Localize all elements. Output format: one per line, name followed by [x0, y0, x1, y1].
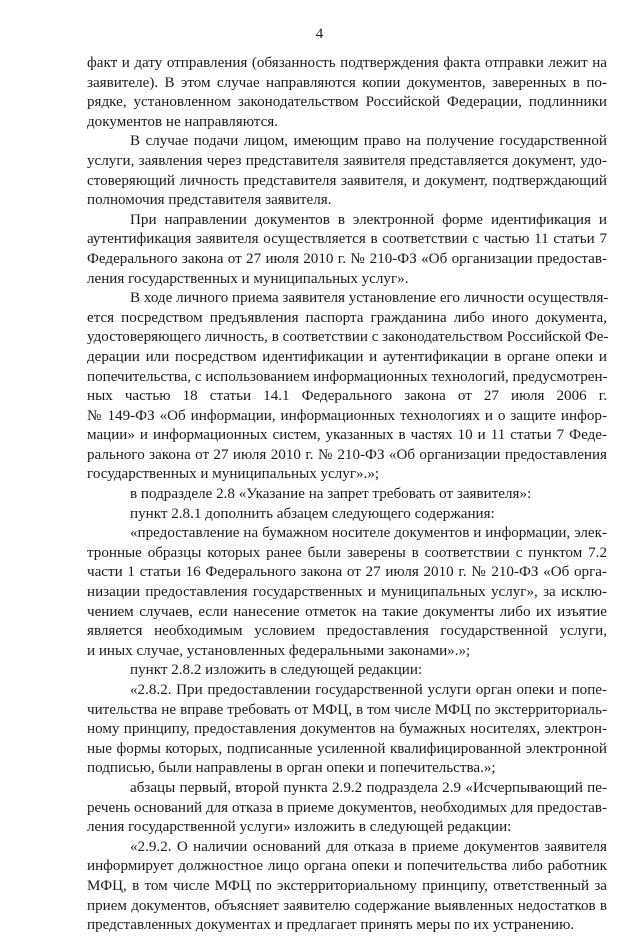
paragraph — [87, 132, 607, 210]
paragraph — [87, 838, 607, 936]
paragraph — [87, 211, 607, 289]
text-line: ется посредством предъявления паспорта гражданина либо иного документа, — [87, 309, 607, 326]
text-line: речень оснований для отказа в приеме документов, необходимых для предостав- — [87, 799, 607, 816]
text-line: документов не направляются. — [87, 113, 278, 130]
text-line: аутентификация заявителя осуществляется в соответствии с частью 11 статьи 7 — [87, 231, 607, 248]
text-line: государственных и муниципальных услуг».»; — [87, 466, 380, 483]
text-line: рядке, установленном законодательством Российской Федерации, подлинники — [87, 94, 607, 111]
text-line: информирует должностное лицо органа опеки и попечительства либо работник — [87, 858, 607, 875]
text-line: пункт 2.8.1 дополнить абзацем следующего содержания: — [130, 505, 495, 522]
text-line: В ходе личного приема заявителя установление его личности осуществля- — [130, 290, 609, 307]
text-line: попечительства, с использованием информационных технологий, предусмотрен- — [87, 368, 608, 385]
text-line: ных частью 18 статьи 14.1 Федерального закона от 27 июля 2006 г. — [87, 388, 607, 405]
text-line: в подразделе 2.8 «Указание на запрет требовать от заявителя»: — [130, 486, 532, 503]
paragraph — [87, 779, 607, 838]
text-line: прием документов, объясняет заявителю содержание выявленных недостатков в — [87, 897, 607, 914]
text-line: ному принципу, предоставления документов на бумажных носителях, электрон- — [87, 721, 607, 738]
text-line: является необходимым условием предоставления государственной услуги, — [87, 623, 607, 640]
text-line: стоверяющий личность представителя заявителя, и документ, подтверждающий — [87, 172, 607, 189]
paragraph — [87, 681, 607, 779]
text-line: «2.9.2. О наличии оснований для отказа в приеме документов заявителя — [130, 838, 607, 855]
text-line: ные формы которых, подписанные усиленной квалифицированной электронной — [87, 740, 607, 757]
paragraph — [87, 485, 607, 505]
paragraph — [87, 505, 607, 525]
text-line: подписью, были направлены в орган опеки и попечительства.»; — [87, 760, 496, 777]
text-line: Федерального закона от 27 июля 2010 г. № 210-ФЗ «Об организации предостав- — [87, 250, 607, 267]
text-line: ления государственной услуги» изложить в следующей редакции: — [87, 819, 512, 836]
text-line: «предоставление на бумажном носителе документов и информации, элек- — [130, 525, 607, 542]
text-line: заявителе). В этом случае направляются копии документов, заверенных в по- — [87, 74, 607, 91]
text-line: удостоверяющего личность, в соответствии с законодательством Российской Фе- — [87, 329, 609, 346]
text-line: части 1 статьи 16 Федерального закона от 27 июля 2010 г. № 210-ФЗ «Об орга- — [87, 564, 607, 581]
text-line: МФЦ, в том числе МФЦ по экстерриториальному принципу, ответственный за — [87, 877, 607, 894]
text-line: При направлении документов в электронной форме идентификация и — [130, 211, 607, 228]
text-line: «2.8.2. При предоставлении государственной услуги орган опеки и попе- — [130, 682, 607, 698]
text-line: дерации или посредством идентификации и аутентификации в органе опеки и — [87, 348, 607, 365]
text-line: факт и дату отправления (обязанность подтверждения факта отправки лежит на — [87, 55, 607, 71]
text-line: низации предоставления государственных и муниципальных услуг», за исклю- — [87, 584, 607, 601]
text-line: тронные образцы которых ранее были заверены в соответствии с пунктом 7.2 — [87, 544, 607, 561]
text-line: чением случаев, если нанесение отметок на такие документы либо их изъятие — [87, 603, 607, 620]
text-line: ления государственных и муниципальных услуг». — [87, 270, 409, 287]
text-line: представленных документах и предлагает принять меры по их устранению. — [87, 917, 575, 934]
text-line: абзацы первый, второй пункта 2.9.2 подраздела 2.9 «Исчерпывающий пе- — [130, 779, 607, 796]
text-line: полномочия представителя заявителя. — [87, 192, 332, 209]
text-line: мации» и информационных систем, указанных в частях 10 и 11 статьи 7 Феде- — [87, 427, 607, 444]
page-number: 4 — [315, 26, 324, 42]
paragraph — [87, 54, 607, 132]
text-line: рального закона от 27 июля 2010 г. № 210-ФЗ «Об организации предоставления — [87, 446, 607, 463]
paragraph — [87, 289, 607, 485]
text-line: и иных случае, установленных федеральными законами».»; — [87, 642, 471, 659]
paragraph — [87, 524, 607, 661]
text-line: № 149-ФЗ «Об информации, информационных технологиях и о защите инфор- — [87, 407, 607, 424]
text-line: пункт 2.8.2 изложить в следующей редакции: — [130, 662, 423, 679]
text-line: услуги, заявления через представителя заявителя представляется документ, удо- — [87, 152, 607, 169]
document-body — [87, 54, 607, 936]
text-line: В случае подачи лицом, имеющим право на получение государственной — [130, 133, 607, 150]
text-line: чительства не вправе требовать от МФЦ, в том числе МФЦ по экстерриториаль- — [87, 701, 607, 718]
paragraph — [87, 661, 607, 681]
